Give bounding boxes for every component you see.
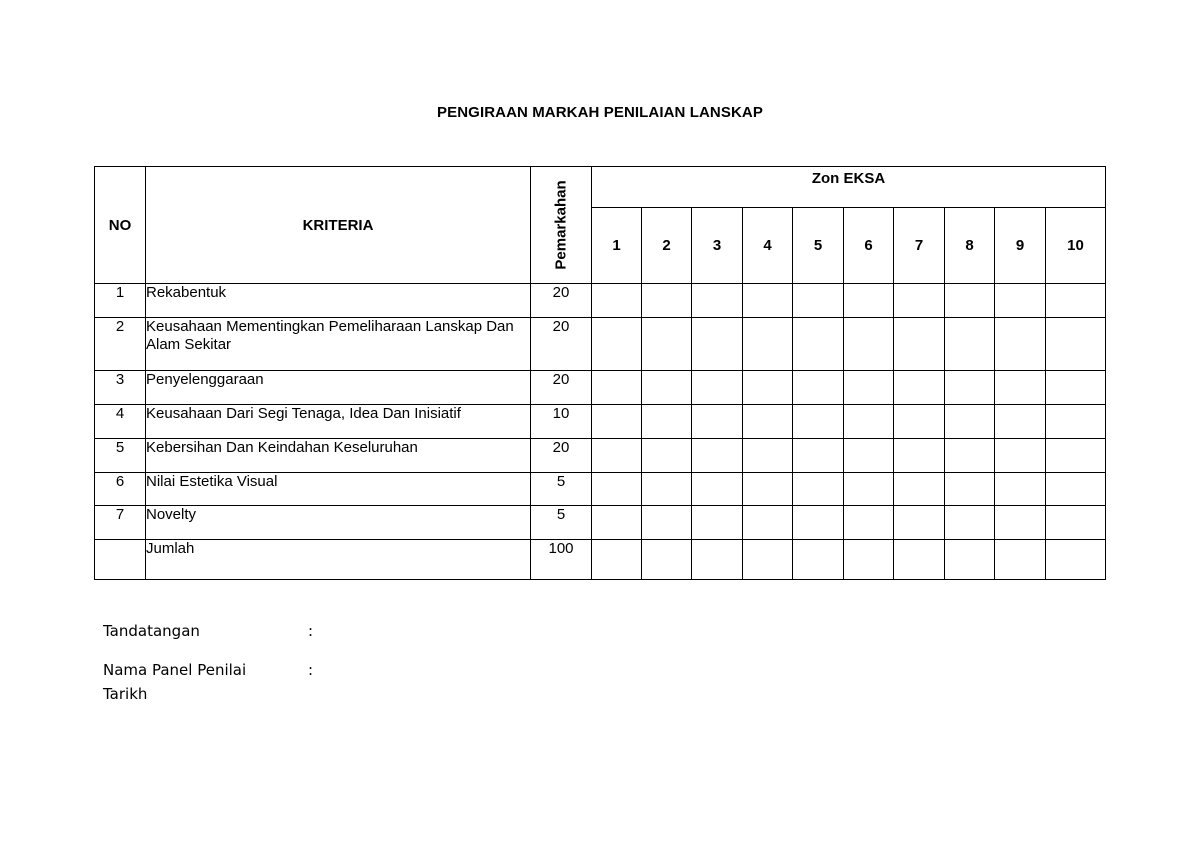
header-zone-group: [592, 167, 1106, 208]
page-title: PENGIRAAN MARKAH PENILAIAN LANSKAP: [437, 104, 763, 121]
header-pemarkahan-label: Pemarkahan: [552, 180, 570, 270]
row-kriteria: Novelty: [146, 506, 531, 540]
header-zone-4: 4: [743, 208, 793, 284]
score-cell-zone-8[interactable]: [945, 540, 995, 580]
row-no: [95, 540, 146, 580]
score-cell-zone-9[interactable]: [995, 318, 1046, 371]
score-cell-zone-7[interactable]: [894, 318, 945, 371]
header-zone-group-label: Zon EKSA: [811, 170, 886, 187]
score-cell-zone-1[interactable]: [592, 284, 642, 318]
score-cell-zone-6[interactable]: [844, 506, 894, 540]
score-table: [94, 166, 1106, 580]
table-row: [95, 439, 1106, 473]
score-cell-zone-2[interactable]: [642, 371, 692, 405]
header-kriteria: KRITERIA: [146, 167, 531, 284]
score-cell-zone-4[interactable]: [743, 506, 793, 540]
row-kriteria: Keusahaan Dari Segi Tenaga, Idea Dan Inisiatif: [146, 405, 531, 439]
row-pemarkahan: 100: [531, 540, 592, 580]
date-line: [103, 685, 147, 703]
score-cell-zone-5[interactable]: [793, 318, 844, 371]
score-cell-zone-8[interactable]: [945, 439, 995, 473]
score-cell-zone-3[interactable]: [692, 371, 743, 405]
score-cell-zone-4[interactable]: [743, 318, 793, 371]
row-no: 4: [95, 405, 146, 439]
table-row: [95, 540, 1106, 580]
table-row: [95, 405, 1106, 439]
score-cell-zone-5[interactable]: [793, 371, 844, 405]
score-cell-zone-9[interactable]: [995, 506, 1046, 540]
score-cell-zone-7[interactable]: [894, 506, 945, 540]
table-row: [95, 506, 1106, 540]
score-cell-zone-9[interactable]: [995, 439, 1046, 473]
header-no: NO: [95, 167, 146, 284]
score-cell-zone-9[interactable]: [995, 405, 1046, 439]
score-cell-zone-6[interactable]: [844, 473, 894, 506]
score-cell-zone-9[interactable]: [995, 473, 1046, 506]
score-cell-zone-3[interactable]: [692, 473, 743, 506]
score-cell-zone-6[interactable]: [844, 371, 894, 405]
score-cell-zone-3[interactable]: [692, 405, 743, 439]
header-zone-8: 8: [945, 208, 995, 284]
score-cell-zone-9[interactable]: [995, 371, 1046, 405]
score-cell-zone-10[interactable]: [1046, 371, 1106, 405]
score-cell-zone-8[interactable]: [945, 473, 995, 506]
score-cell-zone-1[interactable]: [592, 371, 642, 405]
panel-name-line: [103, 661, 314, 679]
table-row: [95, 371, 1106, 405]
score-cell-zone-1[interactable]: [592, 405, 642, 439]
score-cell-zone-9[interactable]: [995, 540, 1046, 580]
score-cell-zone-4[interactable]: [743, 405, 793, 439]
signature-colon: :: [308, 622, 314, 640]
row-pemarkahan: 20: [531, 371, 592, 405]
score-cell-zone-7[interactable]: [894, 439, 945, 473]
score-cell-zone-2[interactable]: [642, 284, 692, 318]
score-cell-zone-4[interactable]: [743, 473, 793, 506]
score-cell-zone-5[interactable]: [793, 473, 844, 506]
score-cell-zone-1[interactable]: [592, 540, 642, 580]
score-cell-zone-10[interactable]: [1046, 473, 1106, 506]
score-cell-zone-10[interactable]: [1046, 506, 1106, 540]
row-no: 2: [95, 318, 146, 371]
score-cell-zone-10[interactable]: [1046, 318, 1106, 371]
row-pemarkahan: 20: [531, 318, 592, 371]
score-cell-zone-6[interactable]: [844, 284, 894, 318]
score-cell-zone-10[interactable]: [1046, 540, 1106, 580]
row-no: 5: [95, 439, 146, 473]
header-zone-6: 6: [844, 208, 894, 284]
row-kriteria: Jumlah: [146, 540, 531, 580]
header-zone-7: 7: [894, 208, 945, 284]
table-row: [95, 284, 1106, 318]
score-cell-zone-9[interactable]: [995, 284, 1046, 318]
header-zone-9: 9: [995, 208, 1046, 284]
score-cell-zone-8[interactable]: [945, 405, 995, 439]
score-cell-zone-4[interactable]: [743, 540, 793, 580]
score-cell-zone-5[interactable]: [793, 540, 844, 580]
score-cell-zone-5[interactable]: [793, 506, 844, 540]
header-zone-10: 10: [1046, 208, 1106, 284]
header-zone-5: 5: [793, 208, 844, 284]
header-pemarkahan: [531, 167, 592, 284]
table-row: [95, 473, 1106, 506]
panel-name-label: Nama Panel Penilai: [103, 661, 247, 679]
score-cell-zone-3[interactable]: [692, 439, 743, 473]
score-cell-zone-7[interactable]: [894, 405, 945, 439]
signature-line: [103, 622, 314, 640]
row-pemarkahan: 20: [531, 439, 592, 473]
date-label: Tarikh: [103, 685, 148, 703]
score-cell-zone-1[interactable]: [592, 318, 642, 371]
score-cell-zone-8[interactable]: [945, 371, 995, 405]
row-no: 6: [95, 473, 146, 506]
score-cell-zone-6[interactable]: [844, 318, 894, 371]
header-zone-1: 1: [592, 208, 642, 284]
score-cell-zone-2[interactable]: [642, 473, 692, 506]
table-row: [95, 318, 1106, 371]
score-cell-zone-3[interactable]: [692, 506, 743, 540]
row-pemarkahan: 10: [531, 405, 592, 439]
score-cell-zone-10[interactable]: [1046, 284, 1106, 318]
score-cell-zone-8[interactable]: [945, 506, 995, 540]
row-no: 7: [95, 506, 146, 540]
score-cell-zone-6[interactable]: [844, 405, 894, 439]
score-cell-zone-2[interactable]: [642, 439, 692, 473]
score-cell-zone-7[interactable]: [894, 473, 945, 506]
row-pemarkahan: 5: [531, 473, 592, 506]
score-cell-zone-5[interactable]: [793, 284, 844, 318]
row-kriteria: Penyelenggaraan: [146, 371, 531, 405]
score-cell-zone-3[interactable]: [692, 540, 743, 580]
header-zone-2: 2: [642, 208, 692, 284]
row-pemarkahan: 5: [531, 506, 592, 540]
row-kriteria: Keusahaan Mementingkan Pemeliharaan Lanskap Dan Alam Sekitar: [146, 318, 531, 371]
row-pemarkahan: 20: [531, 284, 592, 318]
row-no: 3: [95, 371, 146, 405]
score-cell-zone-8[interactable]: [945, 318, 995, 371]
score-cell-zone-7[interactable]: [894, 371, 945, 405]
score-cell-zone-3[interactable]: [692, 318, 743, 371]
score-cell-zone-7[interactable]: [894, 540, 945, 580]
score-cell-zone-6[interactable]: [844, 540, 894, 580]
row-kriteria: Rekabentuk: [146, 284, 531, 318]
score-cell-zone-10[interactable]: [1046, 439, 1106, 473]
panel-name-colon: :: [308, 661, 314, 679]
score-cell-zone-2[interactable]: [642, 506, 692, 540]
score-cell-zone-3[interactable]: [692, 284, 743, 318]
score-cell-zone-4[interactable]: [743, 439, 793, 473]
score-cell-zone-7[interactable]: [894, 284, 945, 318]
score-cell-zone-2[interactable]: [642, 405, 692, 439]
score-cell-zone-1[interactable]: [592, 439, 642, 473]
score-cell-zone-5[interactable]: [793, 405, 844, 439]
score-cell-zone-10[interactable]: [1046, 405, 1106, 439]
row-kriteria: Nilai Estetika Visual: [146, 473, 531, 506]
score-cell-zone-6[interactable]: [844, 439, 894, 473]
score-cell-zone-4[interactable]: [743, 371, 793, 405]
score-cell-zone-2[interactable]: [642, 318, 692, 371]
row-no: 1: [95, 284, 146, 318]
score-cell-zone-5[interactable]: [793, 439, 844, 473]
score-cell-zone-4[interactable]: [743, 284, 793, 318]
signature-label: Tandatangan: [103, 622, 200, 640]
score-cell-zone-2[interactable]: [642, 540, 692, 580]
score-cell-zone-1[interactable]: [592, 473, 642, 506]
row-kriteria: Kebersihan Dan Keindahan Keseluruhan: [146, 439, 531, 473]
score-cell-zone-1[interactable]: [592, 506, 642, 540]
header-zone-3: 3: [692, 208, 743, 284]
score-cell-zone-8[interactable]: [945, 284, 995, 318]
